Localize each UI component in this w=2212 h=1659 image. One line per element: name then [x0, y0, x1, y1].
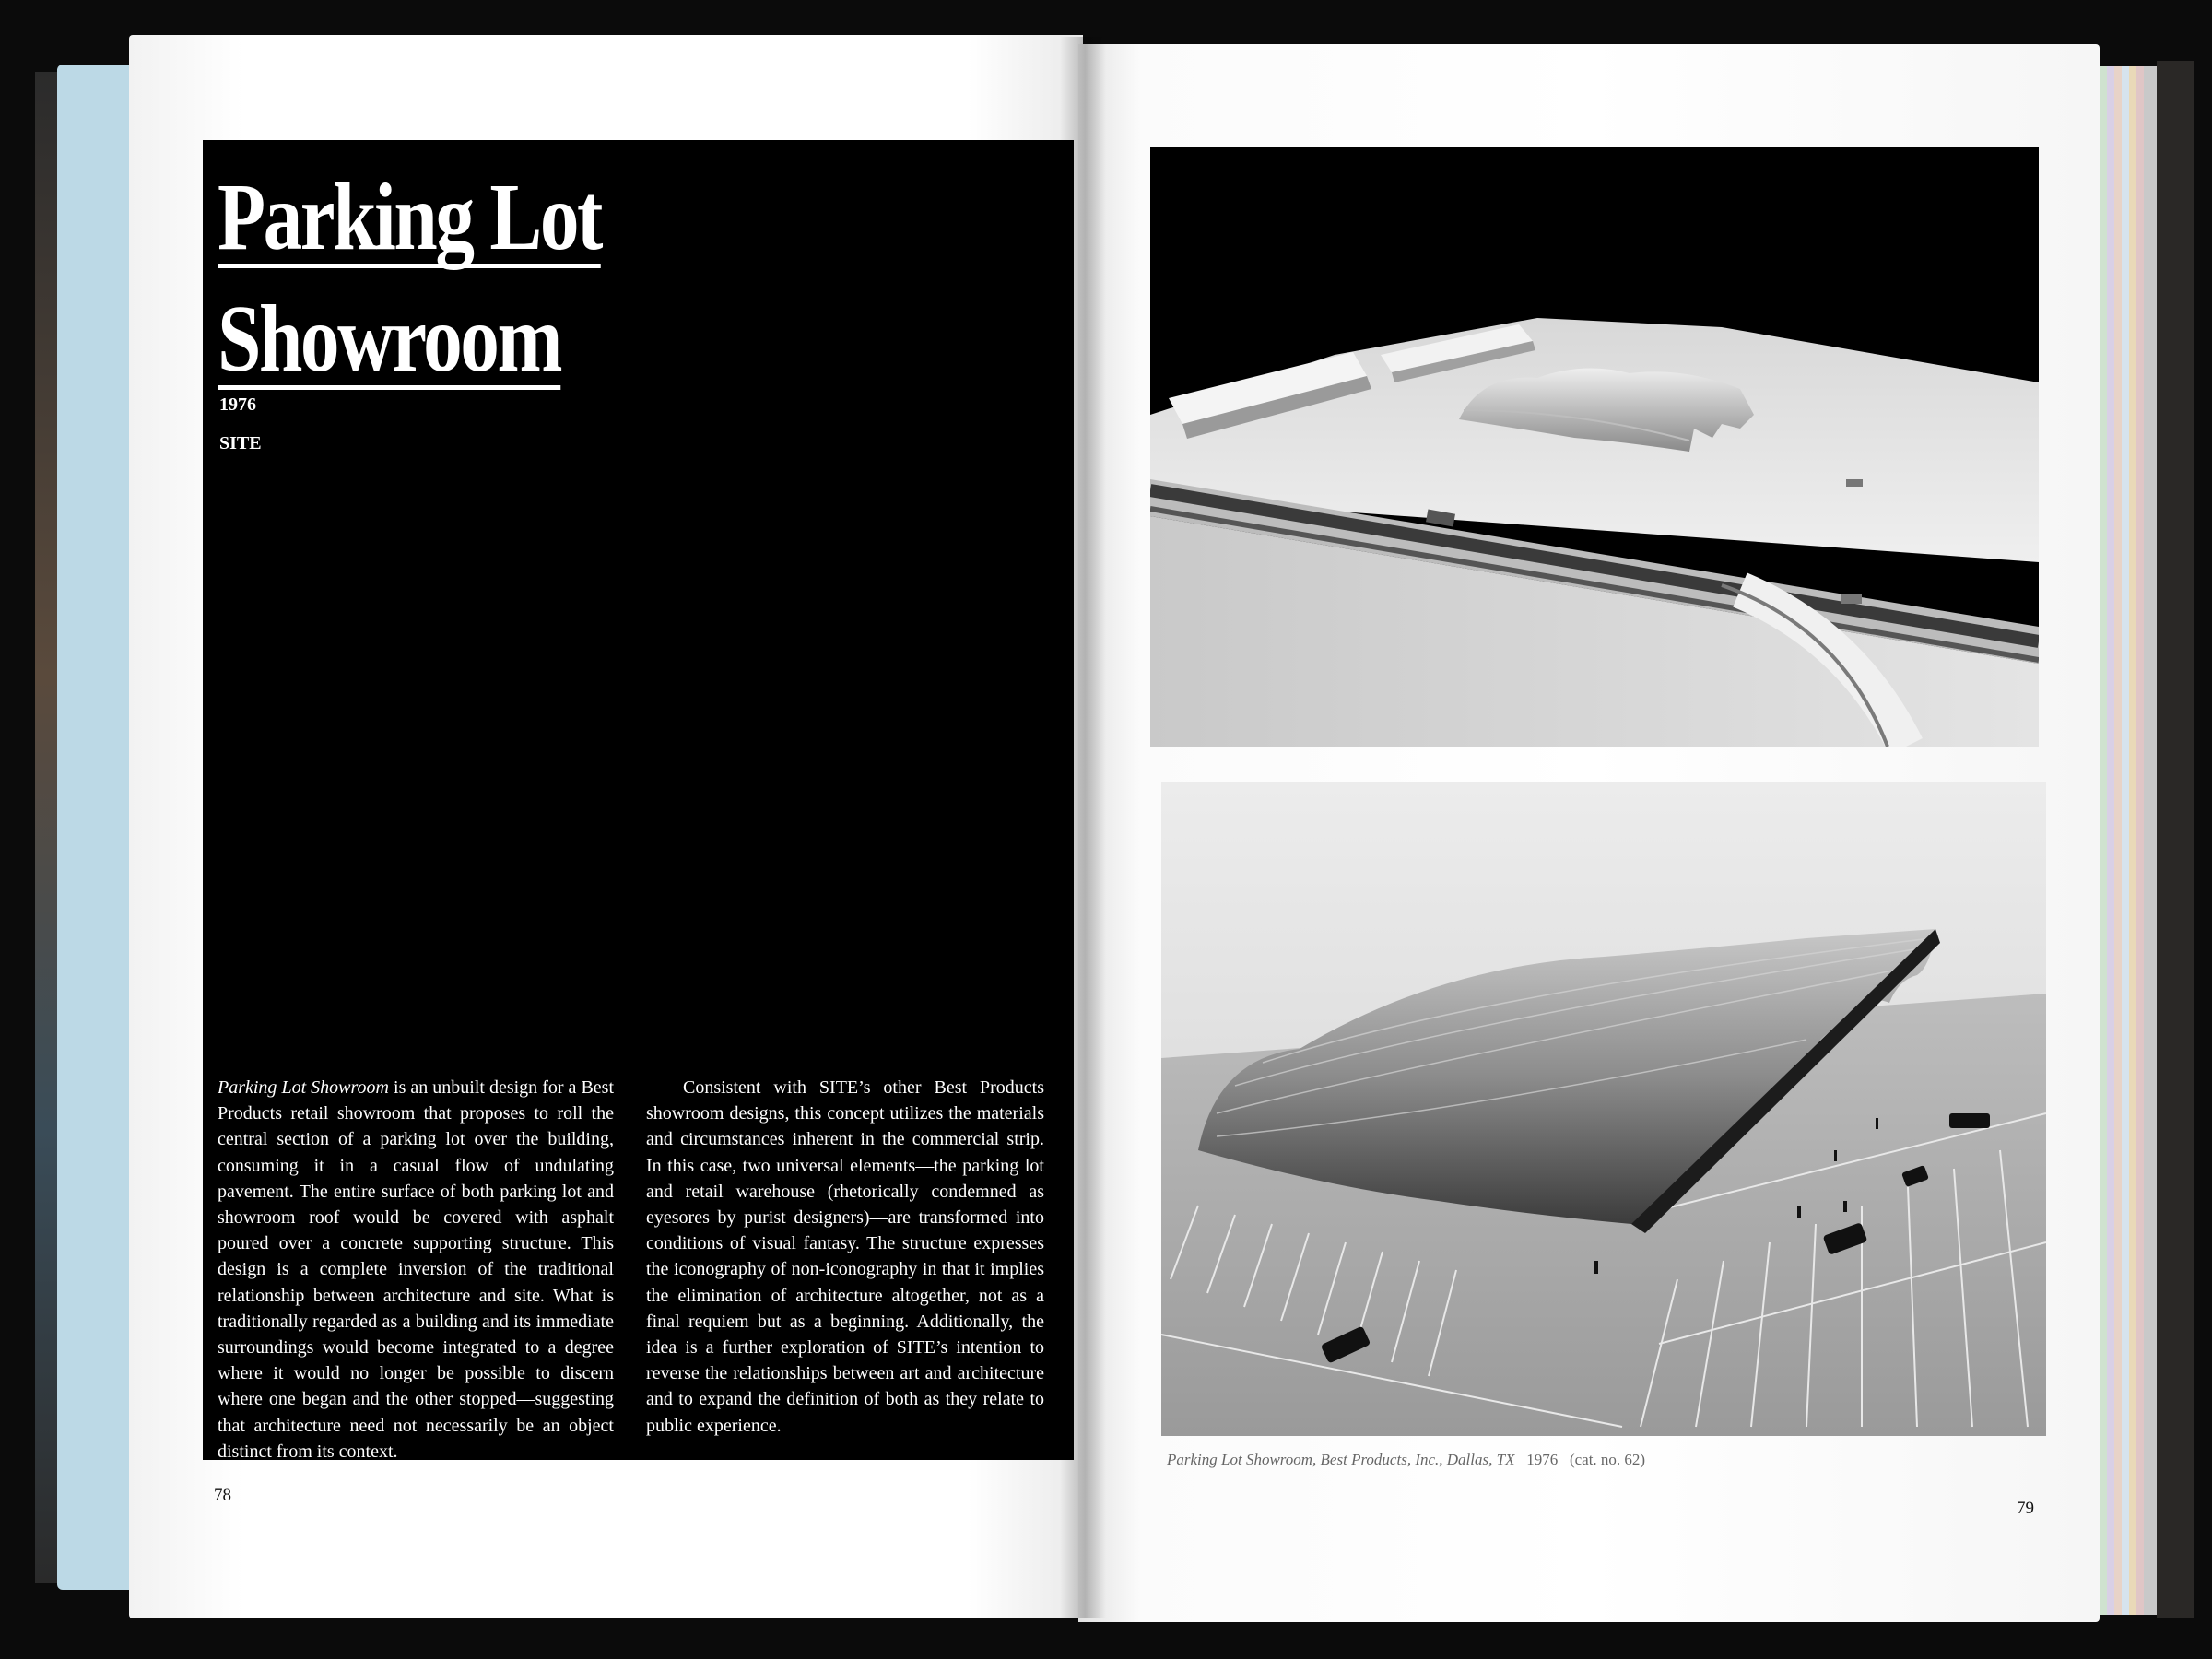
book-page-edges-right	[2092, 66, 2157, 1615]
page-number-right: 79	[2017, 1499, 2034, 1518]
photo-caption	[1167, 1451, 1645, 1469]
book-spine-edge-left	[35, 72, 59, 1583]
model-photo-perspective	[1161, 782, 2046, 1436]
body-column-2: Consistent with SITE’s other Best Products showroom designs, this concept utilizes the materials and circumstances inherent in the commercial strip. In this case, two universal elements—the parking lot and retail warehouse (rhetorically condemned as eyesores by purist designers)—are transformed into conditions of visual fantasy. The structure expresses the iconography of non-iconography in that it implies the elimination of architecture altogether, not as a final requiem but as a beginning. Additionally, the idea is a further exploration of SITE’s intention to reverse the relationships between art and architecture and to expand the definition of both as they relate to public experience.	[646, 1077, 1044, 1436]
body-italic-title: Parking Lot Showroom	[218, 1077, 389, 1098]
caption-year: 1976	[1526, 1451, 1559, 1468]
project-author: SITE	[219, 433, 262, 453]
page-title	[218, 163, 601, 406]
title-line-1: Parking Lot	[218, 164, 601, 270]
caption-title: Parking Lot Showroom, Best Products, Inc., Dallas, TX	[1167, 1451, 1515, 1468]
black-text-block	[203, 140, 1074, 1460]
project-year: 1976	[219, 394, 256, 415]
page-number-left: 78	[214, 1486, 231, 1505]
caption-catalog: (cat. no. 62)	[1569, 1451, 1646, 1468]
body-column-1-text: is an unbuilt design for a Best Products retail showroom that proposes to roll the central section of a parking lot over the building, consuming it in a casual flow of undulating pavement. The entire surface of both parking lot and showroom roof would be covered with asphalt poured over a concrete supporting structure. This design is a complete inversion of the traditional relationship between architecture and site. What is traditionally regarded as a building and its immediate surroundings would become integrated to a degree where it would no longer be possible to discern where one began and the other stopped—suggesting that architecture need not necessarily be an object distinct from its context.	[218, 1077, 614, 1462]
book-cover-right	[2157, 61, 2194, 1618]
model-photo-aerial	[1150, 147, 2039, 747]
book-page-edges-left	[57, 65, 140, 1590]
title-line-2: Showroom	[218, 286, 561, 392]
body-column-1	[218, 1075, 614, 1465]
